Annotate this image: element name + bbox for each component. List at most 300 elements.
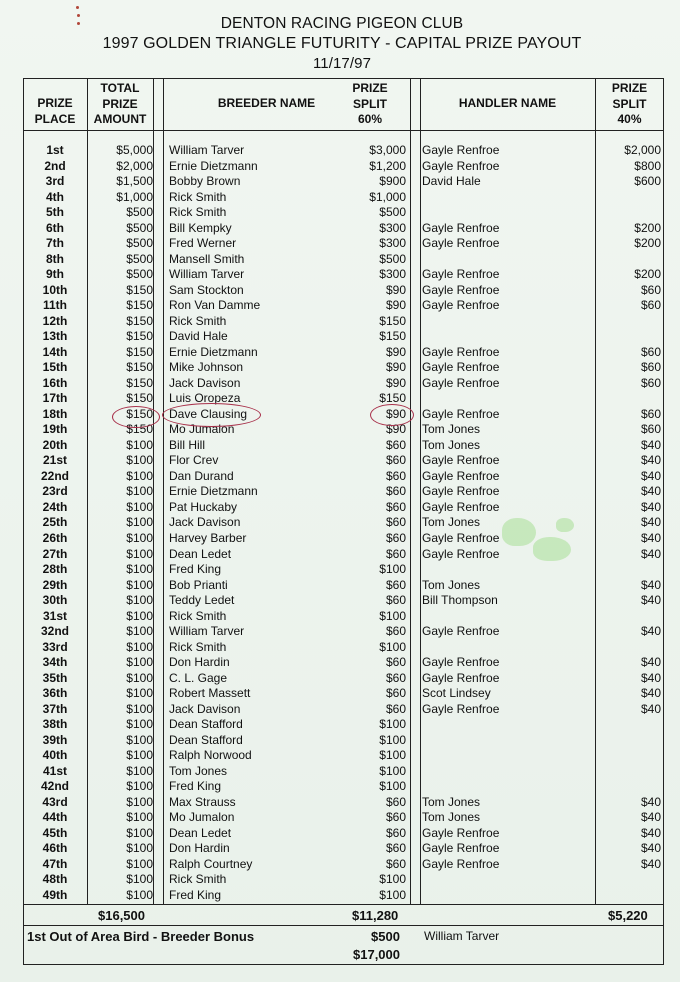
table-row — [23, 872, 664, 888]
row-handler-name: Scot Lindsey — [422, 686, 491, 701]
row-breeder-split: $1,000 — [369, 189, 406, 204]
row-handler-split: $800 — [634, 158, 661, 173]
row-breeder-split: $150 — [379, 391, 406, 406]
table-row — [23, 469, 664, 485]
row-breeder-name: Max Strauss — [169, 794, 236, 809]
row-breeder-name: Bobby Brown — [169, 174, 241, 189]
row-breeder-split: $60 — [385, 515, 406, 530]
row-total-amount: $100 — [126, 794, 153, 809]
row-handler-split: $60 — [640, 360, 661, 375]
col-header-place: PRIZE PLACE — [34, 96, 76, 126]
row-total-amount: $100 — [126, 732, 153, 747]
row-total-amount: $500 — [126, 236, 153, 251]
row-handler-name: Gayle Renfroe — [422, 453, 500, 468]
table-row — [23, 267, 664, 283]
row-total-amount: $100 — [126, 825, 153, 840]
row-place: 38th — [42, 717, 68, 732]
row-breeder-name: Flor Crev — [169, 453, 219, 468]
row-breeder-split: $90 — [385, 282, 406, 297]
row-place: 11th — [42, 298, 67, 313]
row-handler-name: Gayle Renfroe — [422, 158, 500, 173]
row-breeder-split: $100 — [379, 639, 406, 654]
row-handler-split: $600 — [634, 174, 661, 189]
table-row — [23, 500, 664, 516]
row-handler-split: $40 — [640, 437, 661, 452]
table-row — [23, 733, 664, 749]
table-row — [23, 826, 664, 842]
row-breeder-split: $60 — [385, 468, 406, 483]
row-handler-split: $60 — [640, 406, 661, 421]
table-row — [23, 578, 664, 594]
grand-total: $17,000 — [353, 947, 400, 962]
row-handler-name: Gayle Renfroe — [422, 655, 500, 670]
row-place: 27th — [42, 546, 68, 561]
ink-speck — [77, 14, 80, 17]
table-row — [23, 717, 664, 733]
row-place: 14th — [42, 344, 68, 359]
table-row — [23, 391, 664, 407]
total-breeder-split: $11,280 — [352, 908, 399, 923]
row-place: 19th — [42, 422, 68, 437]
row-total-amount: $100 — [126, 499, 153, 514]
row-breeder-name: Dean Ledet — [169, 546, 232, 561]
row-total-amount: $500 — [126, 220, 153, 235]
row-breeder-name: Ernie Dietzmann — [169, 484, 258, 499]
row-breeder-split: $150 — [379, 329, 406, 344]
table-row — [23, 841, 664, 857]
table-row — [23, 562, 664, 578]
bonus-label: 1st Out of Area Bird - Breeder Bonus — [27, 929, 255, 944]
row-breeder-name: William Tarver — [169, 267, 245, 282]
row-breeder-name: Dean Stafford — [169, 732, 243, 747]
row-breeder-split: $500 — [379, 205, 406, 220]
row-total-amount: $100 — [126, 701, 153, 716]
row-breeder-name: Ernie Dietzmann — [169, 158, 258, 173]
row-place: 10th — [42, 282, 68, 297]
row-handler-name: Gayle Renfroe — [422, 499, 500, 514]
table-row — [23, 888, 664, 904]
row-total-amount: $500 — [126, 267, 153, 282]
table-row — [23, 593, 664, 609]
row-breeder-split: $300 — [379, 236, 406, 251]
row-breeder-name: Rick Smith — [169, 872, 227, 887]
table-row — [23, 174, 664, 190]
table-row — [23, 438, 664, 454]
row-breeder-split: $60 — [385, 546, 406, 561]
row-place: 17th — [42, 391, 68, 406]
row-handler-split: $40 — [640, 856, 661, 871]
row-handler-name: Gayle Renfroe — [422, 344, 500, 359]
row-place: 43rd — [42, 794, 68, 809]
row-breeder-name: Rick Smith — [169, 205, 227, 220]
row-breeder-name: Fred Werner — [169, 236, 237, 251]
row-total-amount: $500 — [126, 205, 153, 220]
row-breeder-split: $60 — [385, 686, 406, 701]
row-handler-name: Gayle Renfroe — [422, 375, 500, 390]
row-breeder-name: Dan Durand — [169, 468, 234, 483]
table-row — [23, 283, 664, 299]
row-handler-split: $60 — [640, 282, 661, 297]
row-breeder-split: $60 — [385, 577, 406, 592]
row-breeder-split: $60 — [385, 794, 406, 809]
row-place: 4th — [46, 189, 64, 204]
row-place: 25th — [42, 515, 68, 530]
row-handler-split: $200 — [634, 236, 661, 251]
row-breeder-name: Ron Van Damme — [169, 298, 261, 313]
row-total-amount: $2,000 — [116, 158, 153, 173]
row-breeder-name: Pat Huckaby — [169, 499, 238, 514]
row-place: 47th — [42, 856, 68, 871]
row-handler-name: Gayle Renfroe — [422, 841, 500, 856]
row-total-amount: $150 — [126, 406, 153, 421]
row-total-amount: $100 — [126, 686, 153, 701]
row-total-amount: $150 — [126, 282, 153, 297]
row-breeder-split: $60 — [385, 841, 406, 856]
row-handler-name: Gayle Renfroe — [422, 282, 500, 297]
row-handler-name: Gayle Renfroe — [422, 143, 500, 157]
row-total-amount: $150 — [126, 375, 153, 390]
row-total-amount: $150 — [126, 298, 153, 313]
bonus-recipient: William Tarver — [424, 929, 500, 943]
row-breeder-name: Luis Oropeza — [169, 391, 241, 406]
row-breeder-split: $90 — [385, 298, 406, 313]
row-breeder-split: $900 — [379, 174, 406, 189]
row-total-amount: $1,000 — [116, 189, 153, 204]
row-breeder-name: William Tarver — [169, 624, 245, 639]
row-total-amount: $150 — [126, 344, 153, 359]
table-row — [23, 329, 664, 345]
row-breeder-name: Ralph Courtney — [169, 856, 253, 871]
row-total-amount: $100 — [126, 593, 153, 608]
row-handler-split: $40 — [640, 468, 661, 483]
row-breeder-name: Tom Jones — [169, 763, 228, 778]
row-place: 41st — [42, 763, 68, 778]
row-handler-name: Gayle Renfroe — [422, 236, 500, 251]
col-header-breeder: BREEDER NAME — [217, 96, 316, 110]
row-breeder-name: Jack Davison — [169, 701, 241, 716]
row-breeder-split: $60 — [385, 437, 406, 452]
row-total-amount: $150 — [126, 391, 153, 406]
row-handler-split: $200 — [634, 267, 661, 282]
row-handler-split: $60 — [640, 344, 661, 359]
row-handler-split: $40 — [640, 810, 661, 825]
row-handler-name: Tom Jones — [422, 577, 481, 592]
table-row — [23, 422, 664, 438]
table-row — [23, 407, 664, 423]
row-total-amount: $100 — [126, 748, 153, 763]
row-total-amount: $100 — [126, 841, 153, 856]
row-breeder-name: William Tarver — [169, 143, 245, 157]
row-handler-split: $40 — [640, 453, 661, 468]
row-handler-split: $40 — [640, 499, 661, 514]
total-prize-amount: $16,500 — [98, 908, 145, 923]
row-total-amount: $100 — [126, 562, 153, 577]
row-breeder-split: $90 — [385, 422, 406, 437]
row-breeder-split: $90 — [385, 406, 406, 421]
col-header-handler: HANDLER NAME — [458, 96, 557, 110]
row-breeder-split: $60 — [385, 701, 406, 716]
row-handler-name: Tom Jones — [422, 794, 481, 809]
row-total-amount: $100 — [126, 655, 153, 670]
row-total-amount: $100 — [126, 577, 153, 592]
row-breeder-split: $300 — [379, 267, 406, 282]
row-handler-split: $60 — [640, 422, 661, 437]
row-breeder-split: $90 — [385, 375, 406, 390]
row-place: 13th — [42, 329, 68, 344]
row-breeder-split: $1,200 — [369, 158, 406, 173]
total-handler-split: $5,220 — [608, 908, 648, 923]
row-handler-name: Gayle Renfroe — [422, 360, 500, 375]
paper-stain — [556, 518, 574, 532]
table-row — [23, 655, 664, 671]
row-place: 8th — [46, 251, 64, 266]
row-handler-name: David Hale — [422, 174, 481, 189]
row-breeder-split: $60 — [385, 531, 406, 545]
table-row — [23, 748, 664, 764]
row-handler-split: $40 — [640, 825, 661, 840]
row-total-amount: $100 — [126, 810, 153, 825]
row-breeder-split: $100 — [379, 608, 406, 623]
row-total-amount: $100 — [126, 437, 153, 452]
row-handler-split: $2,000 — [624, 143, 661, 157]
row-breeder-name: Mo Jumalon — [169, 810, 235, 825]
row-place: 26th — [42, 531, 68, 545]
table-row — [23, 252, 664, 268]
row-handler-split: $40 — [640, 546, 661, 561]
row-total-amount: $100 — [126, 872, 153, 887]
row-breeder-split: $100 — [379, 562, 406, 577]
table-row — [23, 857, 664, 873]
totals-rule-bottom — [23, 925, 664, 926]
row-breeder-split: $60 — [385, 453, 406, 468]
row-breeder-split: $100 — [379, 887, 406, 902]
row-breeder-split: $3,000 — [369, 143, 406, 157]
row-breeder-name: Mo Jumalon — [169, 422, 235, 437]
table-row — [23, 640, 664, 656]
row-total-amount: $100 — [126, 468, 153, 483]
row-breeder-name: Don Hardin — [169, 841, 230, 856]
row-place: 45th — [42, 825, 68, 840]
row-handler-name: Gayle Renfroe — [422, 267, 500, 282]
row-breeder-split: $150 — [379, 313, 406, 328]
table-row — [23, 205, 664, 221]
row-place: 29th — [42, 577, 68, 592]
row-place: 40th — [42, 748, 68, 763]
row-place: 5th — [46, 205, 64, 220]
row-handler-name: Gayle Renfroe — [422, 406, 500, 421]
row-handler-name: Bill Thompson — [422, 593, 498, 608]
totals-rule — [23, 904, 664, 905]
row-place: 39th — [42, 732, 68, 747]
row-breeder-name: Harvey Barber — [169, 531, 247, 545]
row-breeder-name: Don Hardin — [169, 655, 230, 670]
row-total-amount: $100 — [126, 546, 153, 561]
row-breeder-name: Dean Ledet — [169, 825, 232, 840]
row-handler-split: $40 — [640, 624, 661, 639]
row-place: 7th — [46, 236, 64, 251]
row-total-amount: $100 — [126, 887, 153, 902]
row-place: 9th — [46, 267, 64, 282]
row-handler-split: $40 — [640, 655, 661, 670]
row-handler-name: Tom Jones — [422, 810, 481, 825]
row-breeder-split: $60 — [385, 810, 406, 825]
row-handler-name: Gayle Renfroe — [422, 531, 500, 545]
row-breeder-name: Teddy Ledet — [169, 593, 235, 608]
row-breeder-split: $100 — [379, 872, 406, 887]
row-breeder-split: $100 — [379, 763, 406, 778]
row-handler-name: Gayle Renfroe — [422, 220, 500, 235]
row-breeder-split: $100 — [379, 732, 406, 747]
row-breeder-name: Ralph Norwood — [169, 748, 252, 763]
row-place: 42nd — [40, 779, 69, 794]
row-breeder-split: $60 — [385, 856, 406, 871]
row-total-amount: $100 — [126, 531, 153, 545]
row-breeder-name: Dave Clausing — [169, 406, 248, 421]
row-handler-split: $40 — [640, 841, 661, 856]
table-row — [23, 159, 664, 175]
document-title: 1997 GOLDEN TRIANGLE FUTURITY - CAPITAL PRIZE PAYOUT — [102, 35, 582, 52]
row-total-amount: $100 — [126, 779, 153, 794]
row-breeder-split: $60 — [385, 624, 406, 639]
row-breeder-split: $90 — [385, 344, 406, 359]
row-place: 35th — [42, 670, 68, 685]
row-handler-name: Tom Jones — [422, 422, 481, 437]
row-handler-name: Gayle Renfroe — [422, 484, 500, 499]
row-place: 34th — [42, 655, 68, 670]
table-row — [23, 702, 664, 718]
row-total-amount: $100 — [126, 856, 153, 871]
row-breeder-name: Bob Prianti — [169, 577, 228, 592]
row-breeder-name: Fred King — [169, 779, 222, 794]
row-place: 24th — [42, 499, 68, 514]
row-place: 21st — [42, 453, 68, 468]
col-header-split-40: PRIZE SPLIT 40% — [611, 81, 648, 126]
document-date: 11/17/97 — [312, 55, 372, 72]
row-breeder-name: Ernie Dietzmann — [169, 344, 258, 359]
row-breeder-split: $60 — [385, 484, 406, 499]
row-breeder-split: $100 — [379, 779, 406, 794]
table-row — [23, 686, 664, 702]
row-handler-split: $60 — [640, 375, 661, 390]
table-row — [23, 810, 664, 826]
ink-speck — [77, 22, 80, 25]
row-breeder-split: $300 — [379, 220, 406, 235]
row-total-amount: $500 — [126, 251, 153, 266]
row-breeder-split: $60 — [385, 670, 406, 685]
row-place: 18th — [42, 406, 68, 421]
row-handler-split: $40 — [640, 577, 661, 592]
row-handler-name: Gayle Renfroe — [422, 298, 500, 313]
table-row — [23, 624, 664, 640]
row-total-amount: $150 — [126, 422, 153, 437]
row-handler-split: $40 — [640, 484, 661, 499]
paper-stain — [502, 518, 536, 546]
row-total-amount: $100 — [126, 624, 153, 639]
row-handler-split: $40 — [640, 670, 661, 685]
row-place: 1st — [46, 143, 64, 157]
row-handler-name: Tom Jones — [422, 437, 481, 452]
row-handler-split: $40 — [640, 686, 661, 701]
bonus-amount: $500 — [371, 929, 400, 944]
row-breeder-name: Jack Davison — [169, 375, 241, 390]
table-row — [23, 795, 664, 811]
row-breeder-split: $60 — [385, 593, 406, 608]
row-place: 44th — [42, 810, 68, 825]
row-handler-split: $40 — [640, 794, 661, 809]
table-row — [23, 779, 664, 795]
col-header-split-60: PRIZE SPLIT 60% — [352, 81, 388, 126]
row-place: 49th — [42, 887, 68, 902]
header-rule — [23, 130, 664, 131]
row-place: 48th — [42, 872, 68, 887]
ink-speck — [76, 6, 79, 9]
row-handler-name: Gayle Renfroe — [422, 825, 500, 840]
row-handler-split: $60 — [640, 298, 661, 313]
row-place: 6th — [46, 220, 64, 235]
row-handler-name: Gayle Renfroe — [422, 856, 500, 871]
row-breeder-name: Mike Johnson — [169, 360, 244, 375]
table-row — [23, 609, 664, 625]
table-row — [23, 143, 664, 159]
row-place: 23rd — [42, 484, 68, 499]
row-total-amount: $100 — [126, 670, 153, 685]
row-handler-name: Gayle Renfroe — [422, 468, 500, 483]
table-row — [23, 484, 664, 500]
row-breeder-name: Rick Smith — [169, 639, 227, 654]
row-place: 16th — [42, 375, 68, 390]
row-breeder-split: $60 — [385, 825, 406, 840]
row-total-amount: $100 — [126, 484, 153, 499]
table-row — [23, 453, 664, 469]
row-handler-split: $40 — [640, 515, 661, 530]
row-total-amount: $100 — [126, 717, 153, 732]
row-place: 33rd — [42, 639, 68, 654]
club-name: DENTON RACING PIGEON CLUB — [220, 15, 464, 32]
table-row — [23, 221, 664, 237]
table-row — [23, 360, 664, 376]
col-header-total: TOTAL PRIZE AMOUNT — [93, 81, 147, 126]
row-breeder-name: David Hale — [169, 329, 228, 344]
row-handler-split: $40 — [640, 701, 661, 716]
row-place: 30th — [42, 593, 68, 608]
row-breeder-split: $60 — [385, 655, 406, 670]
table-row — [23, 376, 664, 392]
row-place: 12th — [42, 313, 68, 328]
row-breeder-name: Bill Kempky — [169, 220, 232, 235]
row-place: 3rd — [45, 174, 65, 189]
row-total-amount: $1,500 — [116, 174, 153, 189]
row-place: 36th — [42, 686, 68, 701]
row-total-amount: $5,000 — [116, 143, 153, 157]
row-breeder-split: $500 — [379, 251, 406, 266]
row-place: 32nd — [40, 624, 69, 639]
row-breeder-name: C. L. Gage — [169, 670, 228, 685]
row-breeder-name: Bill Hill — [169, 437, 205, 452]
row-handler-name: Tom Jones — [422, 515, 481, 530]
row-handler-name: Gayle Renfroe — [422, 624, 500, 639]
row-breeder-name: Fred King — [169, 887, 222, 902]
row-place: 2nd — [44, 158, 66, 173]
row-breeder-name: Rick Smith — [169, 313, 227, 328]
row-place: 46th — [42, 841, 68, 856]
row-breeder-split: $100 — [379, 717, 406, 732]
table-row — [23, 671, 664, 687]
row-breeder-name: Sam Stockton — [169, 282, 244, 297]
row-breeder-name: Fred King — [169, 562, 222, 577]
row-place: 37th — [42, 701, 68, 716]
row-total-amount: $100 — [126, 608, 153, 623]
row-breeder-name: Robert Massett — [169, 686, 251, 701]
